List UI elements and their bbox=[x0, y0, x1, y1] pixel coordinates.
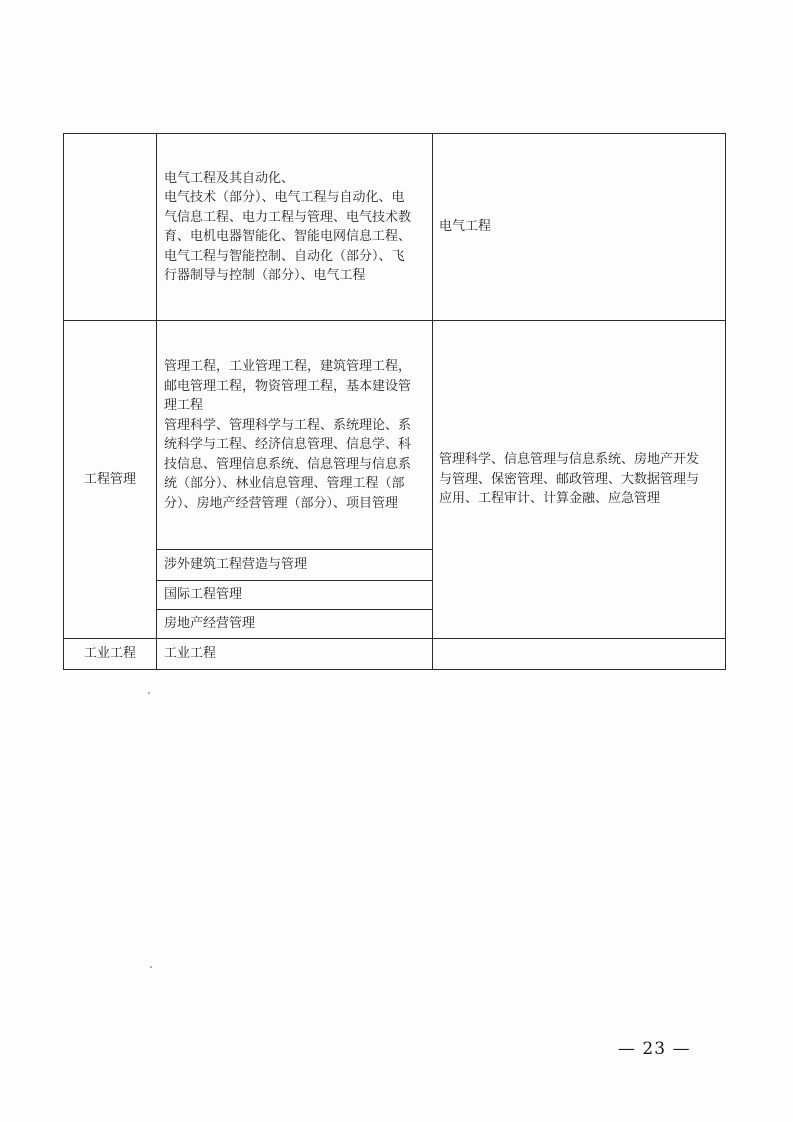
old-major-line: 房地产经营管理 bbox=[164, 616, 256, 632]
old-major-cell-industrial-engineering bbox=[157, 639, 433, 670]
scan-speck bbox=[150, 966, 152, 968]
new-major-text: 电气工程 bbox=[439, 219, 492, 235]
old-major-line: 技信息、管理信息系统、信息管理与信息系 bbox=[164, 456, 412, 472]
old-major-line: 育、电机电器智能化、智能电网信息工程、 bbox=[164, 229, 412, 244]
new-major-cell-electrical bbox=[433, 134, 726, 321]
old-major-line: 分）、房地产经营管理（部分）、项目管理 bbox=[164, 495, 399, 511]
old-majors-cell-engineering-management bbox=[157, 321, 433, 550]
table-row-engineering-management bbox=[64, 321, 726, 550]
old-major-line: 电气技术（部分）、电气工程与自动化、电 bbox=[164, 190, 405, 205]
new-major-line: 与管理、保密管理、邮政管理、大数据管理与 bbox=[439, 471, 700, 487]
old-major-line: 工业工程 bbox=[164, 646, 217, 662]
old-major-line: 管理科学、管理科学与工程、系统理论、系 bbox=[164, 417, 412, 433]
category-cell-engineering-management: 工程管理 bbox=[64, 321, 157, 639]
old-major-cell-foreign-construction bbox=[157, 550, 433, 581]
old-major-line: 电气工程与智能控制、自动化（部分）、飞 bbox=[164, 248, 405, 264]
new-major-line: 应用、工程审计、计算金融、应急管理 bbox=[439, 491, 661, 507]
page-number: — 23 — bbox=[618, 1039, 691, 1059]
old-major-line: 统（部分）、林业信息管理、管理工程（部 bbox=[164, 476, 405, 491]
old-major-line: 气信息工程、电力工程与管理、电气技术教 bbox=[164, 209, 412, 225]
category-cell-electrical bbox=[64, 134, 157, 321]
old-major-line: 涉外建筑工程营造与管理 bbox=[164, 557, 308, 573]
new-majors-cell-engineering-management bbox=[433, 321, 726, 639]
table-row-industrial-engineering bbox=[64, 639, 726, 670]
old-major-line: 电气工程及其自动化、 bbox=[164, 170, 295, 186]
old-major-line: 理工程 bbox=[164, 398, 204, 413]
scan-speck bbox=[148, 692, 150, 694]
major-catalog-table bbox=[63, 133, 726, 670]
old-major-line: 邮电管理工程，物资管理工程，基本建设管 bbox=[164, 378, 412, 394]
old-major-cell-real-estate bbox=[157, 610, 433, 639]
old-major-cell-international-engineering bbox=[157, 581, 433, 610]
old-major-line: 国际工程管理 bbox=[164, 587, 243, 603]
new-major-line: 管理科学、信息管理与信息系统、房地产开发 bbox=[439, 452, 700, 468]
old-major-line: 行器制导与控制（部分）、电气工程 bbox=[164, 268, 366, 283]
old-majors-cell-electrical bbox=[157, 134, 433, 321]
new-major-cell-industrial-engineering bbox=[433, 639, 726, 670]
old-major-line: 统科学与工程、经济信息管理、信息学、科 bbox=[164, 437, 412, 452]
category-cell-industrial-engineering: 工业工程 bbox=[64, 639, 157, 670]
table-row-electrical bbox=[64, 134, 726, 321]
old-major-line: 管理工程，工业管理工程，建筑管理工程， bbox=[164, 359, 412, 374]
